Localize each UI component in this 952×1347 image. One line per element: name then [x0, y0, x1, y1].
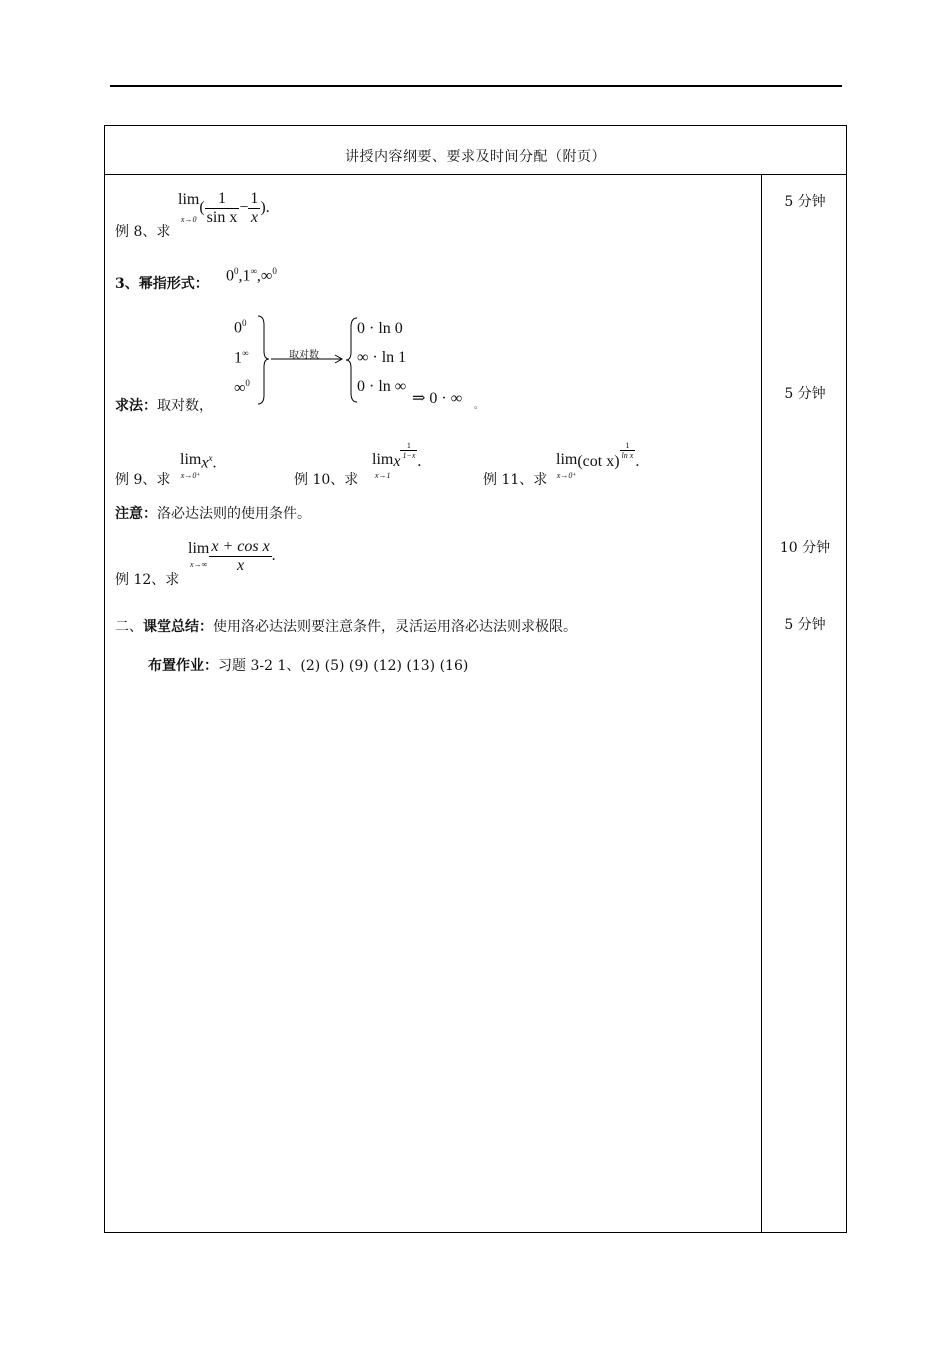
lesson-table: [104, 125, 847, 1233]
example-8-label: 例 8、求: [115, 224, 171, 240]
indeterminate-form-3: [234, 378, 250, 397]
power-exponent-forms: [226, 266, 277, 285]
period: .: [212, 454, 217, 472]
fraction: [209, 538, 271, 575]
method-label: 求法：: [115, 398, 157, 414]
denominator: sin x: [206, 209, 238, 226]
form-base: ,1: [238, 267, 251, 285]
note-text: 洛必达法则的使用条件。: [157, 506, 311, 522]
numerator: 1: [620, 441, 636, 451]
method-period: 。: [474, 401, 484, 411]
header-rule: [110, 85, 842, 87]
exponent: x: [208, 453, 213, 463]
example-10-label: 例 10、求: [294, 472, 359, 488]
lim-symbol: lim: [556, 451, 578, 468]
table-title: 讲授内容纲要、要求及时间分配（附页）: [345, 149, 606, 165]
time-allocation-3: 10 分钟: [779, 540, 831, 556]
base-expression: x: [201, 454, 209, 472]
form-base: ,∞: [256, 267, 273, 285]
lim-symbol: lim: [178, 190, 200, 208]
method-line: [115, 395, 213, 415]
log-product-1: 0 · ln 0: [357, 320, 403, 337]
example-12-label: 例 12、求: [115, 572, 180, 588]
form-sup: ∞: [242, 348, 249, 358]
log-product-3: 0 · ln ∞: [357, 378, 407, 395]
base-expression: (cot x): [577, 453, 620, 470]
form-base: 0: [226, 267, 234, 285]
fraction-1: [205, 190, 240, 227]
denominator: x: [250, 209, 258, 226]
lim-symbol: lim: [188, 539, 210, 557]
homework-text: 习题 3-2 1、(2) (5) (9) (12) (13) (16): [218, 658, 469, 674]
base-expression: x: [393, 453, 401, 470]
numerator: 1: [250, 190, 259, 207]
exponent-fraction: [620, 441, 636, 460]
period: .: [417, 453, 422, 470]
denominator: x: [236, 557, 245, 574]
denominator: 1−x: [402, 451, 416, 460]
paren-close: ).: [260, 199, 270, 217]
example-11-formula: [556, 441, 640, 483]
form-sup: 0: [242, 318, 247, 328]
numerator: 1: [205, 190, 240, 209]
arrow-label: 取对数: [289, 350, 319, 361]
form-sup: 0: [234, 266, 239, 276]
lim-subscript: x→∞: [190, 559, 208, 569]
summary-number: 二、: [115, 619, 143, 635]
numerator: 1: [400, 441, 417, 451]
period: .: [635, 453, 640, 470]
example-9-formula: [180, 453, 216, 483]
lim-subscript: x→0: [180, 214, 197, 224]
period: .: [271, 547, 276, 565]
lim-subscript: x→1: [374, 471, 391, 480]
lim-subscript: x→0⁺: [180, 471, 201, 480]
table-header-row: [105, 126, 846, 175]
lim-subscript: x→0⁺: [556, 471, 577, 480]
method-text: 取对数，: [157, 398, 213, 414]
form-sup: 0: [272, 266, 277, 276]
example-9-label: 例 9、求: [115, 472, 171, 488]
column-divider: [761, 175, 762, 1232]
homework-label: 布置作业：: [148, 658, 218, 674]
form-sup: ∞: [250, 266, 257, 276]
paren-open: (: [199, 199, 205, 217]
example-10-formula: [372, 441, 422, 483]
time-allocation-2: 5 分钟: [784, 386, 826, 402]
log-product-2: ∞ · ln 1: [357, 349, 407, 366]
form-base: 0: [234, 319, 242, 337]
power-exponent-label: 3、幂指形式：: [115, 276, 209, 292]
minus-sign: −: [239, 199, 249, 217]
lim-symbol: lim: [180, 451, 202, 468]
indeterminate-form-1: [234, 318, 247, 337]
indeterminate-form-2: [234, 348, 248, 367]
summary-label: 课堂总结：: [143, 619, 213, 635]
time-allocation-4: 5 分钟: [784, 617, 826, 633]
time-allocation-1: 5 分钟: [784, 194, 826, 210]
homework-line: [148, 655, 468, 675]
exponent-fraction: [400, 441, 417, 460]
note-line: [115, 503, 311, 523]
denominator: ln x: [621, 451, 634, 460]
summary-text: 使用洛必达法则要注意条件，灵活运用洛必达法则求极限。: [213, 619, 577, 635]
summary-line: [115, 616, 577, 636]
example-12-formula: [188, 538, 276, 575]
fraction-2: [248, 190, 260, 227]
form-sup: 0: [245, 378, 250, 388]
example-11-label: 例 11、求: [483, 472, 548, 488]
numerator: x + cos x: [211, 538, 270, 555]
form-base: ∞: [234, 379, 246, 397]
method-result: ⇒ 0 · ∞: [412, 390, 463, 407]
note-label: 注意：: [115, 506, 157, 522]
example-8-formula: [178, 190, 270, 227]
form-base: 1: [234, 349, 242, 367]
lim-symbol: lim: [372, 451, 394, 468]
